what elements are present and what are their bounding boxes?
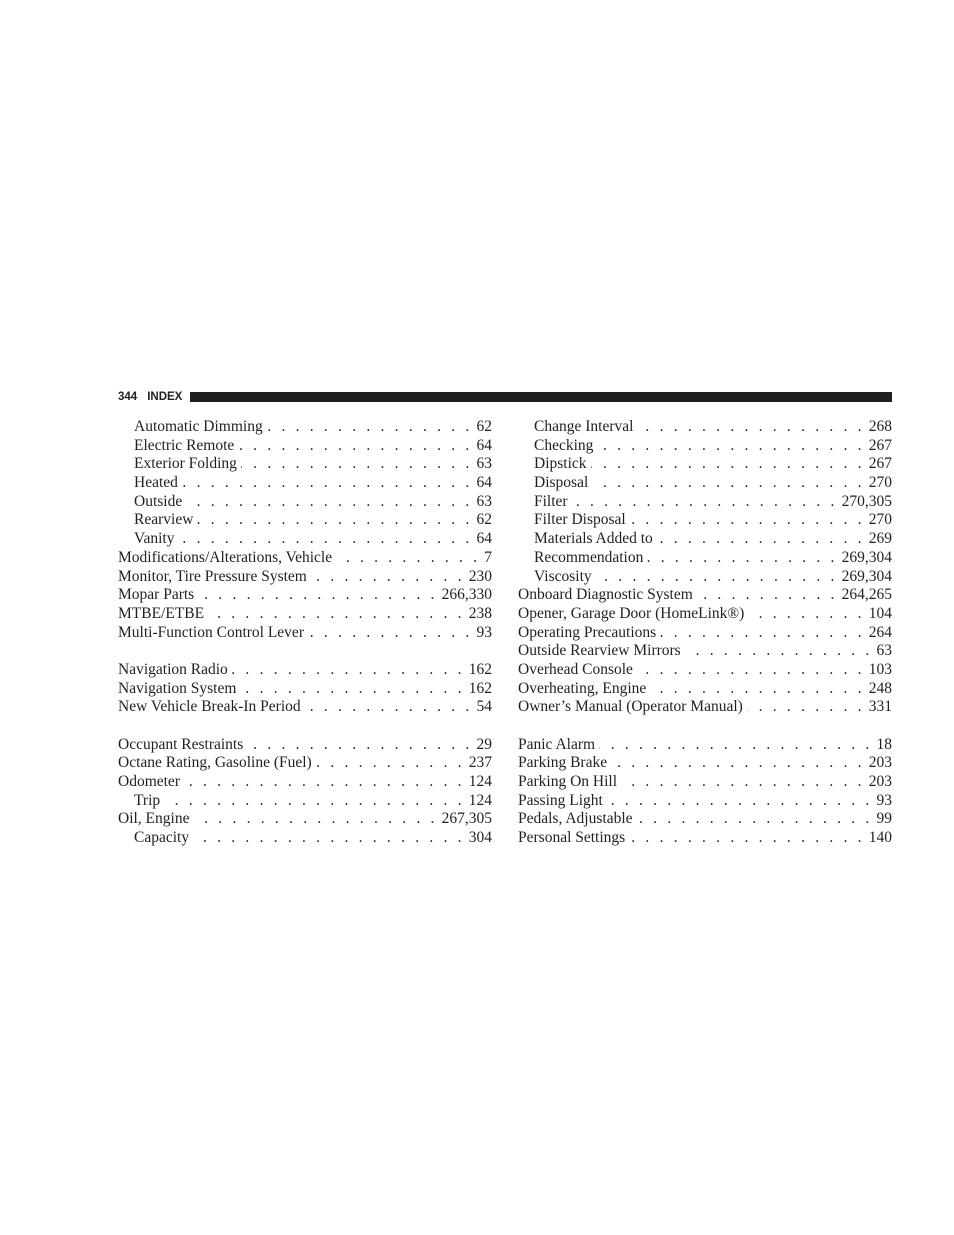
entry-page-reference: 162 [468, 679, 492, 697]
index-entry [518, 754, 892, 773]
entry-page-reference: 203 [868, 773, 892, 791]
dot-leader [267, 418, 473, 437]
entry-page-reference: 18 [876, 735, 892, 753]
dot-leader [685, 642, 873, 661]
header-rule [190, 392, 892, 402]
dot-leader [748, 605, 864, 624]
entry-page-reference: 63 [476, 492, 492, 510]
entry-term: Outside Rearview Mirrors [518, 642, 681, 660]
entry-term: Odometer [118, 773, 180, 791]
entry-page-reference: 203 [868, 754, 892, 772]
index-subentry [518, 437, 892, 456]
dot-leader [607, 792, 873, 811]
entry-page-reference: 331 [868, 698, 892, 716]
index-entry [118, 549, 492, 568]
index-entry [518, 698, 892, 717]
entry-term: Overhead Console [518, 660, 633, 678]
entry-term: New Vehicle Break-In Period [118, 698, 301, 716]
entry-page-reference: 140 [868, 829, 892, 847]
entry-term: Capacity [134, 829, 190, 847]
index-column-left [118, 418, 492, 848]
index-subentry [118, 437, 492, 456]
entry-page-reference: 270 [868, 474, 892, 492]
index-subentry [118, 418, 492, 437]
entry-page-reference: 62 [476, 511, 492, 529]
page-header [118, 390, 892, 404]
dot-leader [647, 549, 837, 568]
entry-term: Change Interval [534, 418, 634, 435]
dot-leader [637, 418, 864, 437]
entry-term: Viscosity [534, 567, 592, 585]
index-subentry [518, 511, 892, 530]
entry-page-reference: 62 [476, 418, 492, 435]
entry-page-reference: 267 [868, 455, 892, 473]
dot-leader [238, 437, 472, 456]
dot-leader [572, 493, 838, 512]
index-subentry [118, 511, 492, 530]
index-subentry [518, 568, 892, 587]
entry-term: Passing Light [518, 791, 603, 809]
entry-term: MTBE/ETBE [118, 604, 205, 622]
dot-leader [178, 530, 472, 549]
index-entry [518, 829, 892, 848]
index-subentry [518, 474, 892, 493]
index-entry [118, 736, 492, 755]
entry-page-reference: 99 [876, 810, 892, 828]
entry-page-reference: 269 [868, 530, 892, 548]
entry-term: Automatic Dimming [134, 418, 263, 435]
entry-page-reference: 93 [476, 623, 492, 641]
dot-leader [197, 511, 472, 530]
entry-term: Filter Disposal [534, 511, 626, 529]
dot-leader [697, 586, 838, 605]
dot-leader [599, 736, 872, 755]
entry-page-reference: 304 [468, 829, 492, 847]
index-subentry [518, 530, 892, 549]
index-entry [518, 810, 892, 829]
index-entry [518, 680, 892, 699]
entry-page-reference: 267,305 [441, 810, 492, 828]
entry-term: Owner’s Manual (Operator Manual) [518, 698, 743, 716]
dot-leader [208, 605, 465, 624]
index-entry [518, 586, 892, 605]
index-entry [518, 605, 892, 624]
entry-term: Dipstick [534, 455, 587, 473]
entry-term: Occupant Restraints [118, 735, 244, 753]
dot-leader [629, 829, 865, 848]
index-subentry [118, 792, 492, 811]
dot-leader [611, 754, 865, 773]
dot-leader [247, 736, 472, 755]
dot-leader [597, 437, 864, 456]
dot-leader [592, 474, 865, 493]
index-entry [118, 754, 492, 773]
entry-page-reference: 104 [868, 604, 892, 622]
letter-group-gap [118, 642, 492, 661]
index-entry [518, 736, 892, 755]
dot-leader [621, 773, 865, 792]
dot-leader [232, 661, 465, 680]
index-entry [118, 810, 492, 829]
entry-term: Opener, Garage Door (HomeLink®) [518, 604, 745, 622]
entry-page-reference: 269,304 [841, 548, 892, 566]
entry-term: Exterior Folding [134, 455, 237, 473]
dot-leader [240, 680, 464, 699]
entry-page-reference: 270 [868, 511, 892, 529]
entry-term: Personal Settings [518, 829, 626, 847]
index-entry [518, 624, 892, 643]
entry-term: Modifications/Alterations, Vehicle [118, 548, 333, 566]
index-column-right [518, 418, 892, 848]
entry-term: Parking Brake [518, 754, 608, 772]
page-number: 344 [118, 391, 138, 403]
index-subentry [518, 455, 892, 474]
dot-leader [308, 624, 473, 643]
entry-term: Disposal [534, 474, 589, 492]
index-entry [118, 568, 492, 587]
dot-leader [186, 493, 472, 512]
index-entry [518, 792, 892, 811]
entry-page-reference: 103 [868, 660, 892, 678]
entry-page-reference: 230 [468, 567, 492, 585]
entry-term: Octane Rating, Gasoline (Fuel) [118, 754, 312, 772]
entry-term: Filter [534, 492, 568, 510]
dot-leader [630, 511, 865, 530]
dot-leader [650, 680, 864, 699]
entry-term: Recommendation [534, 548, 644, 566]
entry-page-reference: 54 [476, 698, 492, 716]
dot-leader [336, 549, 480, 568]
entry-page-reference: 64 [476, 436, 492, 454]
dot-leader [193, 829, 465, 848]
dot-leader [311, 568, 465, 587]
entry-term: Mopar Parts [118, 586, 195, 604]
entry-page-reference: 269,304 [841, 567, 892, 585]
entry-term: Navigation System [118, 679, 237, 697]
entry-page-reference: 270,305 [841, 492, 892, 510]
entry-term: Overheating, Engine [518, 679, 647, 697]
dot-leader [596, 568, 838, 587]
index-entry [118, 624, 492, 643]
dot-leader [184, 773, 465, 792]
index-entry [118, 586, 492, 605]
entry-page-reference: 237 [468, 754, 492, 772]
entry-page-reference: 238 [468, 604, 492, 622]
entry-term: Vanity [134, 530, 175, 548]
entry-term: Rearview [134, 511, 194, 529]
entry-page-reference: 124 [468, 791, 492, 809]
letter-group-gap [118, 717, 492, 736]
dot-leader [660, 624, 865, 643]
entry-term: Heated [134, 474, 178, 492]
index-subentry [518, 549, 892, 568]
index-subentry [118, 493, 492, 512]
entry-page-reference: 93 [876, 791, 892, 809]
entry-term: Navigation Radio [118, 660, 228, 678]
entry-page-reference: 29 [476, 735, 492, 753]
dot-leader [305, 698, 473, 717]
entry-page-reference: 267 [868, 436, 892, 454]
index-subentry [118, 829, 492, 848]
entry-page-reference: 268 [868, 418, 892, 435]
entry-term: Operating Precautions [518, 623, 657, 641]
entry-page-reference: 264,265 [841, 586, 892, 604]
entry-page-reference: 63 [476, 455, 492, 473]
entry-term: Panic Alarm [518, 735, 596, 753]
dot-leader [591, 455, 865, 474]
entry-term: Onboard Diagnostic System [518, 586, 693, 604]
index-entry [118, 680, 492, 699]
entry-term: Outside [134, 492, 183, 510]
entry-page-reference: 266,330 [441, 586, 492, 604]
entry-term: Oil, Engine [118, 810, 190, 828]
dot-leader [637, 661, 865, 680]
dot-leader [193, 810, 437, 829]
dot-leader [182, 474, 473, 493]
entry-page-reference: 248 [868, 679, 892, 697]
dot-leader [164, 792, 465, 811]
letter-group-gap [518, 717, 892, 736]
entry-term: Checking [534, 436, 594, 454]
index-entry [518, 642, 892, 661]
index-subentry [118, 455, 492, 474]
index-entry [118, 773, 492, 792]
index-subentry [518, 418, 892, 437]
entry-term: Pedals, Adjustable [518, 810, 633, 828]
index-subentry [118, 530, 492, 549]
entry-page-reference: 124 [468, 773, 492, 791]
section-title: INDEX [147, 391, 183, 403]
dot-leader [747, 698, 865, 717]
entry-page-reference: 64 [476, 530, 492, 548]
dot-leader [198, 586, 437, 605]
index-subentry [518, 493, 892, 512]
index-entry [118, 605, 492, 624]
entry-term: Parking On Hill [518, 773, 618, 791]
entry-term: Trip [134, 791, 161, 809]
dot-leader [637, 810, 873, 829]
entry-page-reference: 63 [876, 642, 892, 660]
entry-page-reference: 64 [476, 474, 492, 492]
entry-page-reference: 162 [468, 660, 492, 678]
dot-leader [316, 754, 465, 773]
index-entry [118, 661, 492, 680]
entry-page-reference: 7 [484, 548, 492, 566]
index-entry [518, 773, 892, 792]
entry-term: Materials Added to [534, 530, 653, 548]
dot-leader [657, 530, 865, 549]
index-entry [518, 661, 892, 680]
entry-term: Electric Remote [134, 436, 235, 454]
index-entry [118, 698, 492, 717]
dot-leader [241, 455, 473, 474]
entry-term: Monitor, Tire Pressure System [118, 567, 307, 585]
index-subentry [118, 474, 492, 493]
entry-term: Multi-Function Control Lever [118, 623, 304, 641]
entry-page-reference: 264 [868, 623, 892, 641]
